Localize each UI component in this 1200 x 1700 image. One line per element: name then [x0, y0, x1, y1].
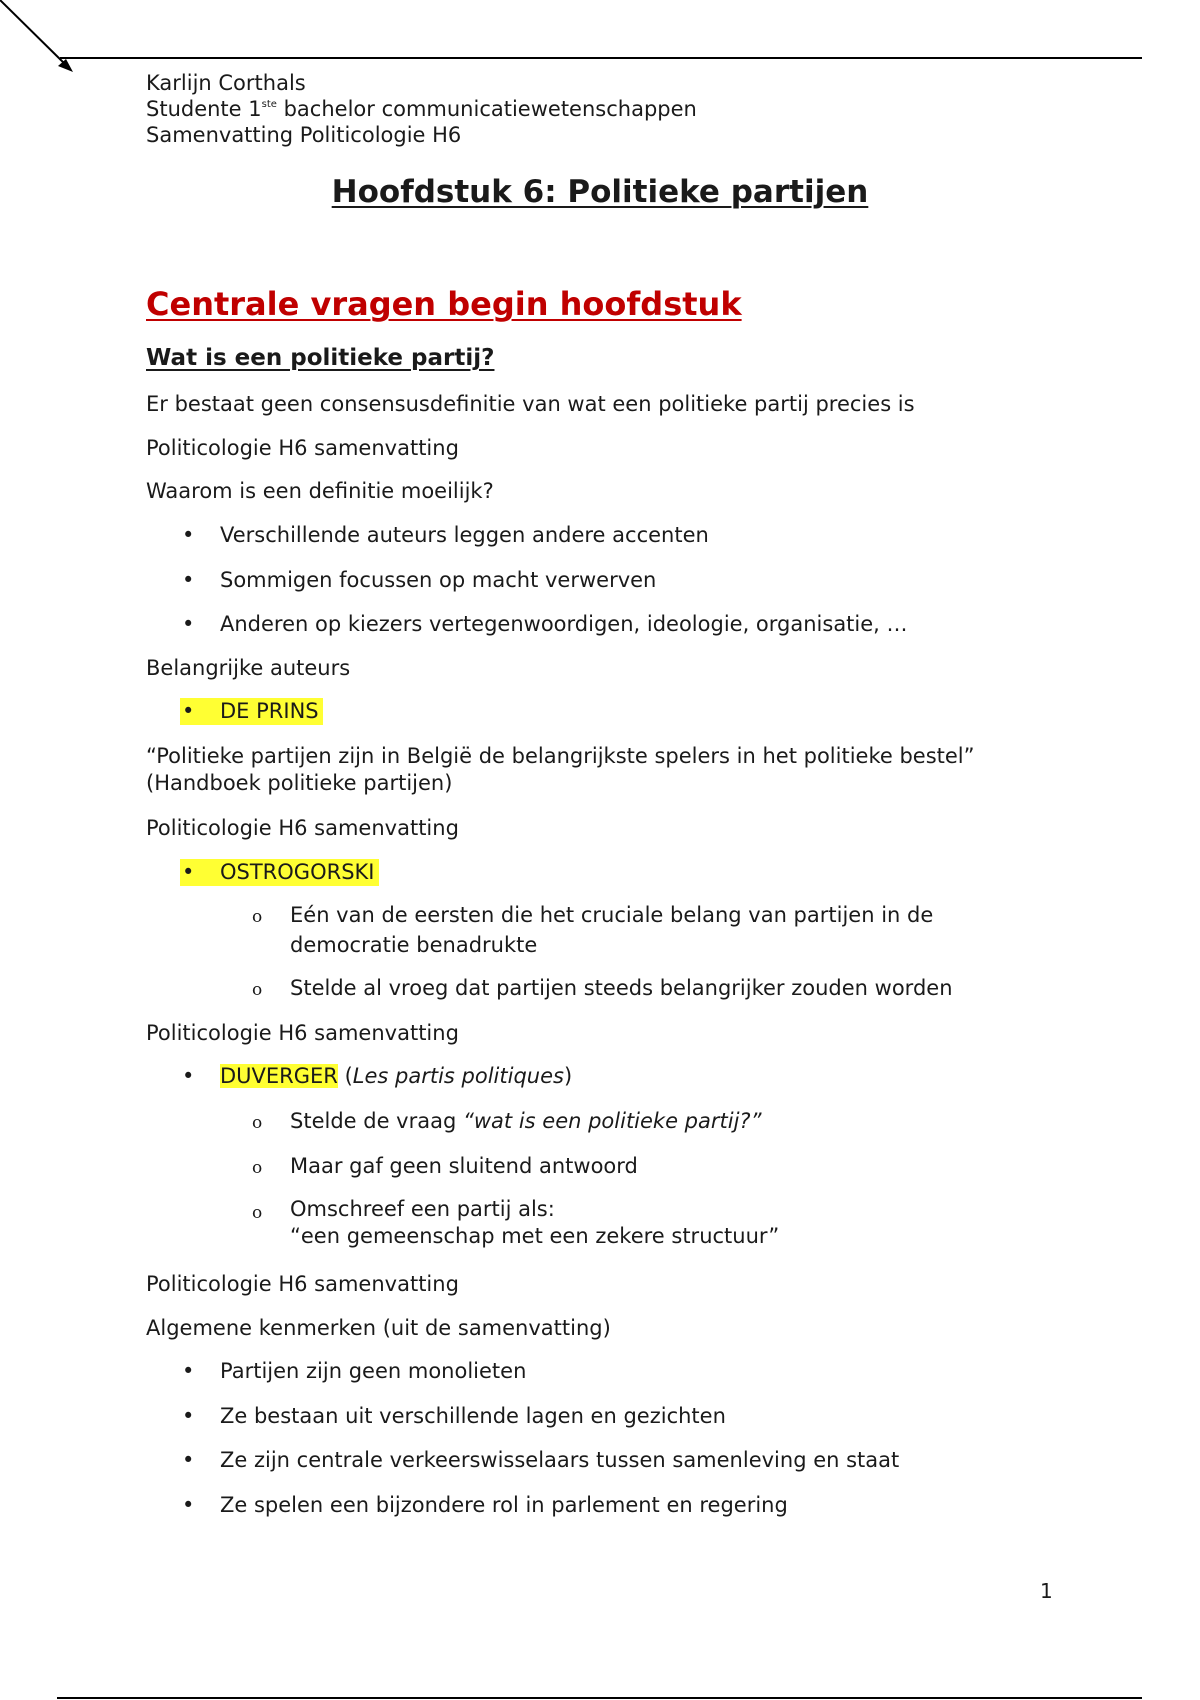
quote-line: “Politieke partijen zijn in België de belangrijkste spelers in het politieke bestel” — [146, 744, 975, 768]
source-label: Politicologie H6 samenvatting — [146, 1021, 459, 1045]
list-item: • Partijen zijn geen monolieten — [182, 1359, 527, 1383]
list-item: • Verschillende auteurs leggen andere accenten — [182, 523, 709, 547]
author-duverger: • DUVERGER (Les partis politiques) — [182, 1064, 573, 1088]
section-heading: Centrale vragen begin hoofdstuk — [146, 285, 742, 323]
authors-label: Belangrijke auteurs — [146, 656, 351, 680]
author-ostrogorski: • OSTROGORSKI — [180, 859, 379, 886]
top-rule — [60, 57, 1142, 59]
subheading: Wat is een politieke partij? — [146, 345, 495, 371]
general-label: Algemene kenmerken (uit de samenvatting) — [146, 1316, 611, 1340]
list-item: • Ze bestaan uit verschillende lagen en gezichten — [182, 1404, 726, 1428]
why-question: Waarom is een definitie moeilijk? — [146, 479, 494, 503]
source-label: Politicologie H6 samenvatting — [146, 816, 459, 840]
source-label: Politicologie H6 samenvatting — [146, 1272, 459, 1296]
page-title: Hoofdstuk 6: Politieke partijen — [331, 174, 869, 210]
document-subject: Samenvatting Politicologie H6 — [146, 123, 462, 147]
page-number: 1 — [1040, 1579, 1053, 1603]
author-de-prins: • DE PRINS — [180, 698, 323, 725]
source-label: Politicologie H6 samenvatting — [146, 436, 459, 460]
list-item: • Anderen op kiezers vertegenwoordigen, ideologie, organisatie, … — [182, 612, 908, 636]
author-name: Karlijn Corthals — [146, 71, 306, 95]
list-item: • Ze spelen een bijzondere rol in parlement en regering — [182, 1493, 788, 1517]
student-line: Studente 1ste bachelor communicatiewetenschappen — [146, 97, 697, 121]
corner-arrow-icon — [0, 0, 80, 80]
bottom-rule — [57, 1697, 1142, 1699]
list-item: • Sommigen focussen op macht verwerven — [182, 568, 657, 592]
quote-source: (Handboek politieke partijen) — [146, 771, 453, 795]
list-item: • Ze zijn centrale verkeerswisselaars tussen samenleving en staat — [182, 1448, 900, 1472]
intro-text: Er bestaat geen consensusdefinitie van wat een politieke partij precies is — [146, 392, 915, 416]
